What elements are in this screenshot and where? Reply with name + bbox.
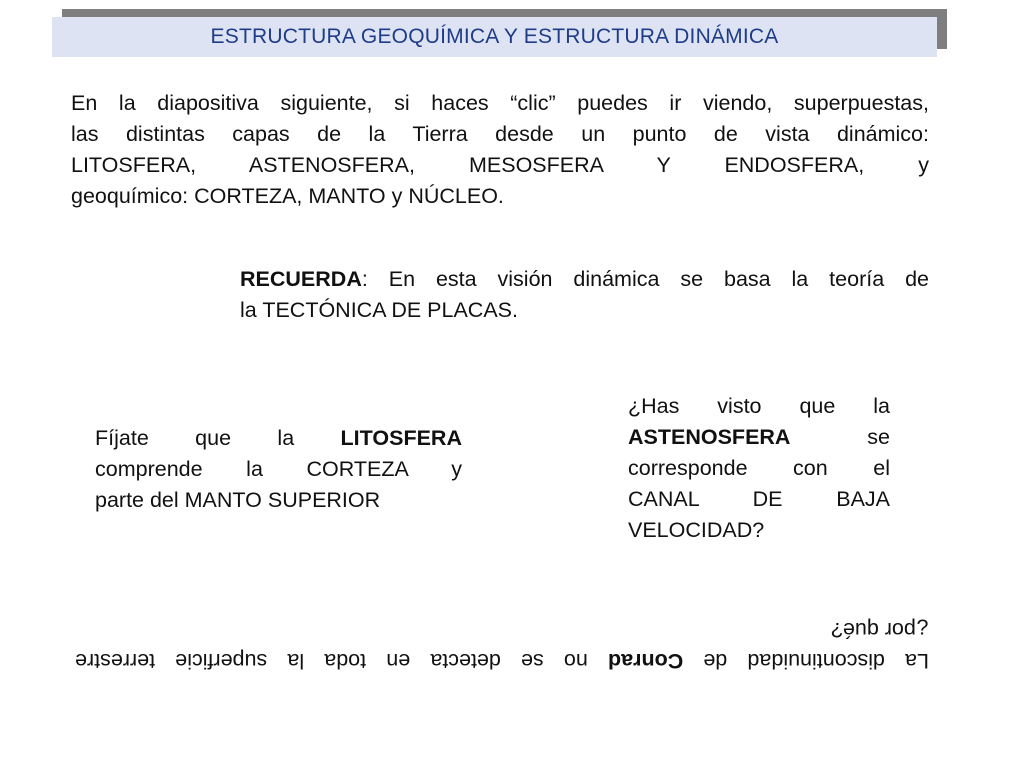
- astenosfera-line: ¿Has visto que la: [628, 394, 890, 418]
- astenosfera-line: CANAL DE BAJA: [628, 487, 890, 511]
- recuerda-label: RECUERDA: [240, 267, 362, 291]
- litosfera-text: Fíjate que la: [95, 426, 341, 450]
- conrad-text: no se detecta en toda la superficie terrestre: [75, 649, 608, 673]
- conrad-text: La discontinuidad de: [683, 649, 929, 673]
- litosfera-line: parte del MANTO SUPERIOR: [95, 488, 381, 512]
- litosfera-bold: LITOSFERA: [340, 426, 462, 450]
- litosfera-line: [95, 423, 462, 454]
- intro-paragraph: [71, 88, 929, 212]
- recuerda-line: [240, 264, 929, 295]
- astenosfera-line: VELOCIDAD?: [628, 518, 765, 542]
- astenosfera-note: [628, 391, 890, 546]
- astenosfera-bold: ASTENOSFERA: [628, 425, 791, 449]
- astenosfera-line: corresponde con el: [628, 456, 890, 480]
- astenosfera-line: [628, 422, 890, 453]
- intro-line: las distintas capas de la Tierra desde un punto de vista dinámico:: [71, 122, 929, 146]
- intro-line: En la diapositiva siguiente, si haces “clic” puedes ir viendo, superpuestas,: [71, 91, 929, 115]
- conrad-question-upside-down: [75, 614, 929, 676]
- recuerda-text: : En esta visión dinámica se basa la teoría de: [361, 267, 929, 291]
- litosfera-line: comprende la CORTEZA y: [95, 457, 462, 481]
- title-bar: [52, 17, 937, 57]
- conrad-bold: Conrad: [607, 649, 684, 673]
- recuerda-line: la TECTÓNICA DE PLACAS.: [240, 298, 518, 322]
- recuerda-paragraph: [240, 264, 929, 326]
- conrad-line: [75, 645, 929, 676]
- slide-title: ESTRUCTURA GEOQUÍMICA Y ESTRUCTURA DINÁMICA: [210, 25, 779, 48]
- intro-line: LITOSFERA, ASTENOSFERA, MESOSFERA Y ENDOSFERA, y: [71, 153, 929, 177]
- conrad-line: ¿por qué?: [830, 618, 929, 642]
- intro-line: geoquímico: CORTEZA, MANTO y NÚCLEO.: [71, 184, 504, 208]
- astenosfera-text: se: [790, 425, 890, 449]
- litosfera-note: [95, 423, 462, 516]
